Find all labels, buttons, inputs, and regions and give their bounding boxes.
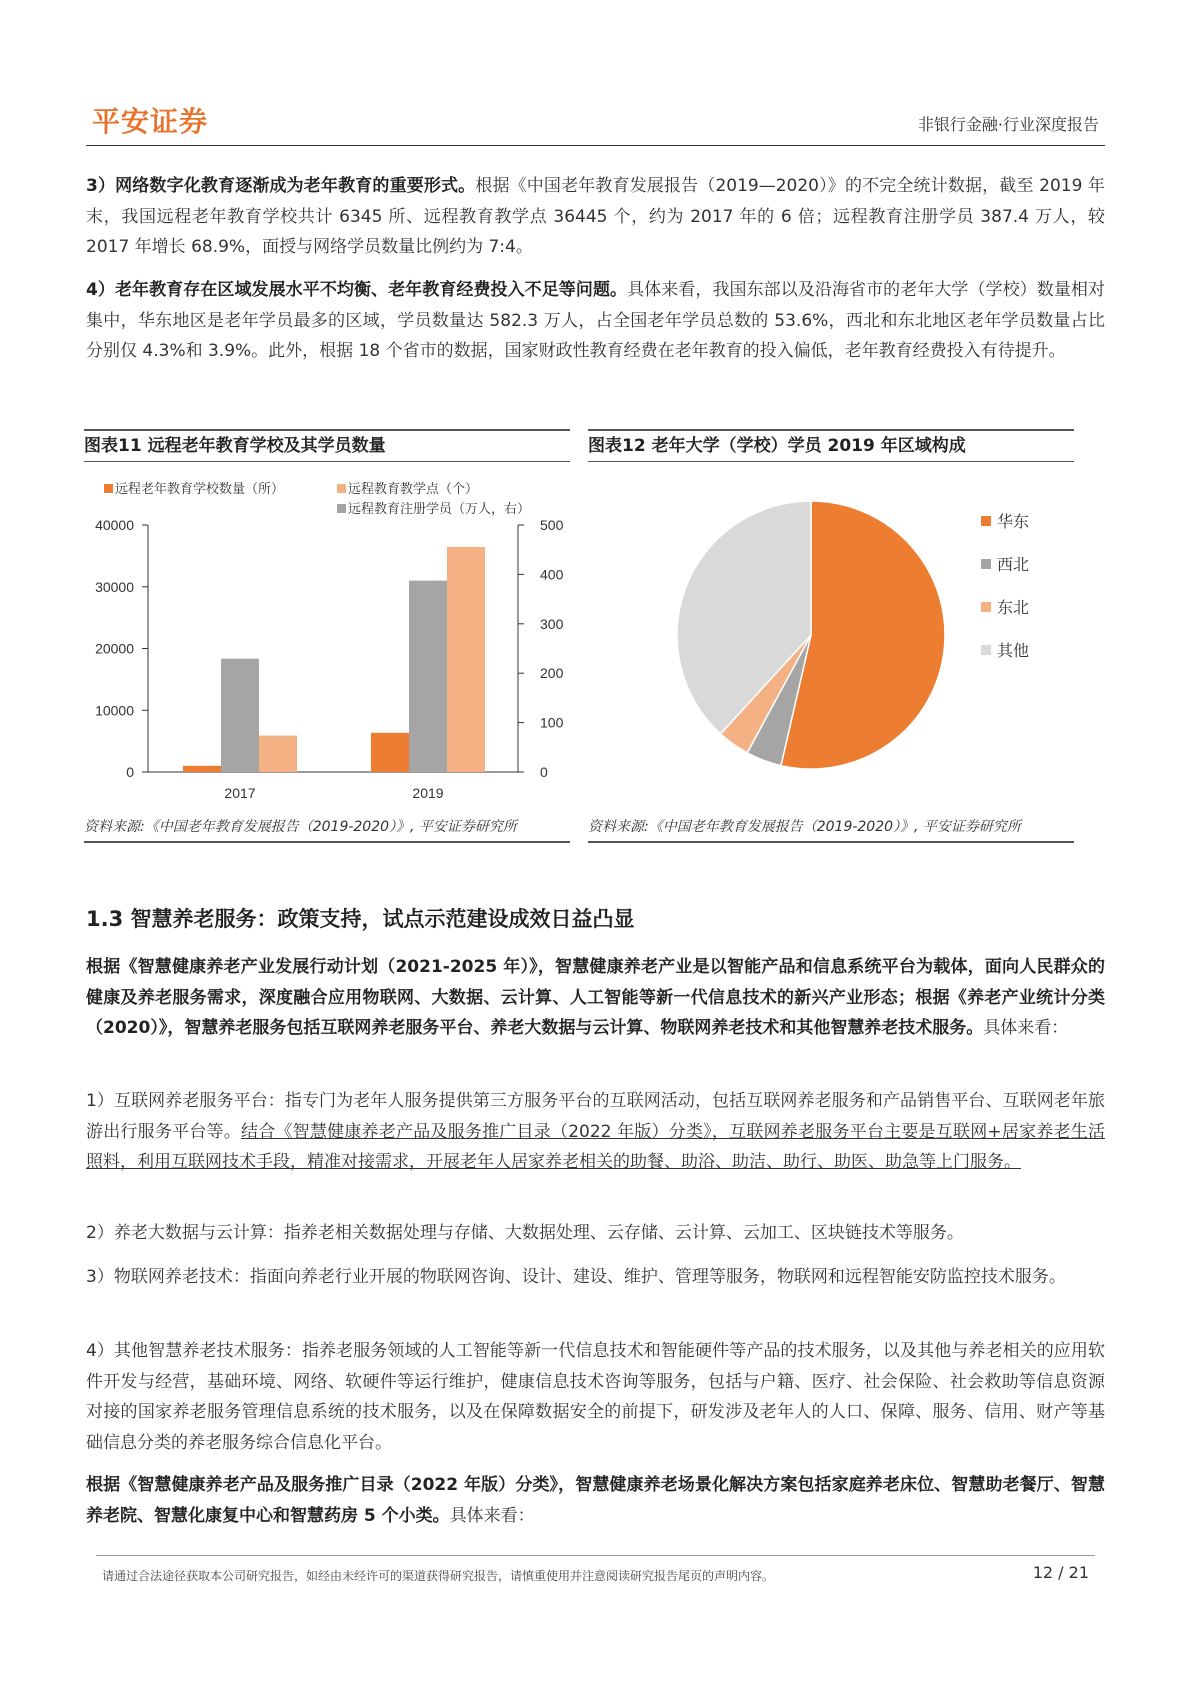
footer-disclaimer: 请通过合法途径获取本公司研究报告，如经由未经许可的渠道获得研究报告，请慎重使用并注意阅读研究报告尾页的声明内容。	[102, 1569, 775, 1583]
legend-swatch-students	[337, 504, 346, 513]
footer-divider	[96, 1555, 1095, 1556]
pie-legend-label: 其他	[997, 643, 1030, 660]
bar-schools-2019	[371, 733, 409, 772]
bar-students-2017	[221, 659, 259, 772]
header-divider	[86, 145, 1105, 146]
item-4: 4）其他智慧养老技术服务：指养老服务领域的人工智能等新一代信息技术和智能硬件等产品的技术服务，以及其他与养老相关的应用软件开发与经营，基础环境、网络、软硬件等运行维护，健康信息技术咨询等服务，包括与户籍、医疗、社会保险、社会救助等信息资源对接的国家养老服务管理信息系统的技术服务，以及在保障数据安全的前提下，研发涉及老年人的人口、保障、服务、信用、财产等基础信息分类的养老服务综合信息化平台。	[86, 1341, 1105, 1453]
item-3: 3）物联网养老技术：指面向养老行业开展的物联网咨询、设计、建设、维护、管理等服务，物联网和远程智能安防监控技术服务。	[86, 1267, 1066, 1287]
legend-swatch-points	[337, 484, 346, 493]
right-tick-label: 100	[540, 714, 564, 731]
legend-swatch-schools	[104, 484, 113, 493]
pie-legend-swatch	[981, 645, 991, 655]
left-tick-label: 40000	[95, 517, 134, 533]
item-1-underlined: 结合《智慧健康养老产品及服务推广目录（2022 年版）分类》，互联网养老服务平台主要是互联网+居家养老生活照料，利用互联网技术手段，精准对接需求，开展老年人居家养老相关的助餐、助浴、助洁、助行、助医、助急等上门服务。	[86, 1121, 1106, 1172]
section-intro	[86, 952, 1105, 1044]
report-category: 非银行金融·行业深度报告	[917, 115, 1099, 134]
bar-points-2017	[259, 736, 297, 772]
right-tick-label: 500	[540, 517, 564, 533]
x-tick-2017: 2017	[224, 785, 256, 801]
item-1	[86, 1086, 1105, 1178]
left-tick-label: 10000	[95, 702, 134, 719]
legend-label-students: 远程教育注册学员（万人，右）	[348, 501, 531, 516]
bar-points-2019	[447, 547, 485, 772]
pie-legend-swatch	[981, 559, 991, 569]
pie-legend-swatch	[981, 602, 991, 612]
page-number: 12 / 21	[1032, 1563, 1089, 1582]
pie-legend-label: 华东	[997, 514, 1030, 531]
paragraph-3	[86, 171, 1105, 263]
section-title: 1.3 智慧养老服务：政策支持，试点示范建设成效日益凸显	[86, 907, 635, 931]
figure-11-title: 图表11 远程老年教育学校及其学员数量	[84, 429, 570, 462]
right-tick-label: 200	[540, 665, 564, 682]
legend-label-points: 远程教育教学点（个）	[348, 481, 479, 496]
item-1-text: 1）互联网养老服务平台：指专门为老年人服务提供第三方服务平台的互联网活动，包括互联网养老服务和产品销售平台、互联网老年旅游出行服务平台等。	[86, 1091, 1105, 1142]
pie-legend-label: 东北	[997, 600, 1030, 617]
figure-12-source: 资料来源:《中国老年教育发展报告（2019-2020）》, 平安证券研究所	[588, 813, 1074, 843]
closing-text: 具体来看：	[449, 1505, 535, 1526]
left-tick-label: 0	[126, 764, 134, 780]
paragraph-3-body: 根据《中国老年教育发展报告（2019—2020）》的不完全统计数据，截至 2019 年末，我国远程老年教育学校共计 6345 所、远程教育教学点 36445 个，约为 2017 年的 6 倍；远程教育注册学员 387.4 万人，较 2017 年增长 68.9%，面授与网络学员数量比例约为 7:4。	[86, 176, 1105, 257]
section-intro-bold: 根据《智慧健康养老产业发展行动计划（2021-2025 年）》，智慧健康养老产业是以智能产品和信息系统平台为载体，面向人民群众的健康及养老服务需求，深度融合应用物联网、大数据、云计算、人工智能等新一代信息技术的新兴产业形态；根据《养老产业统计分类（2020）》，智慧养老服务包括互联网养老服务平台、养老大数据与云计算、物联网养老技术和其他智慧养老技术服务。	[86, 957, 1105, 1038]
paragraph-4-heading: 4）老年教育存在区域发展水平不均衡、老年教育经费投入不足等问题。	[86, 280, 628, 300]
section-intro-text: 具体来看：	[983, 1018, 1069, 1038]
bar-students-2019	[409, 581, 447, 772]
figure-11-source: 资料来源:《中国老年教育发展报告（2019-2020）》, 平安证券研究所	[84, 813, 570, 843]
brand-logo: 平安证券	[92, 105, 209, 138]
closing-paragraph	[86, 1470, 1105, 1531]
left-tick-label: 30000	[95, 578, 134, 595]
figure-12-title: 图表12 老年大学（学校）学员 2019 年区域构成	[588, 429, 1074, 462]
right-tick-label: 300	[540, 615, 564, 632]
legend-label-schools: 远程老年教育学校数量（所）	[115, 481, 285, 496]
right-tick-label: 400	[540, 566, 564, 583]
paragraph-3-heading: 3）网络数字化教育逐渐成为老年教育的重要形式。	[86, 176, 476, 196]
x-tick-2019: 2019	[412, 785, 444, 801]
right-tick-label: 0	[540, 764, 548, 780]
left-tick-label: 20000	[95, 640, 134, 657]
figure-12-chart	[588, 465, 1074, 810]
item-2: 2）养老大数据与云计算：指养老相关数据处理与存储、大数据处理、云存储、云计算、云加工、区块链技术等服务。	[86, 1223, 964, 1243]
closing-bold: 根据《智慧健康养老产品及服务推广目录（2022 年版）分类》，智慧健康养老场景化解决方案包括家庭养老床位、智慧助老餐厅、智慧养老院、智慧化康复中心和智慧药房 5 个小类。	[86, 1475, 1105, 1526]
pie-legend-swatch	[981, 516, 991, 526]
pie-legend-label: 西北	[997, 557, 1030, 574]
paragraph-4	[86, 275, 1105, 367]
figure-11-chart	[84, 465, 570, 820]
bar-schools-2017	[183, 766, 221, 772]
paragraph-4-body: 具体来看，我国东部以及沿海省市的老年大学（学校）数量相对集中，华东地区是老年学员最多的区域，学员数量达 582.3 万人，占全国老年学员总数的 53.6%，西北和东北地区老年学员数量占比分别仅 4.3%和 3.9%。此外，根据 18 个省市的数据，国家财政性教育经费在老年教育的投入偏低，老年教育经费投入有待提升。	[86, 280, 1106, 361]
